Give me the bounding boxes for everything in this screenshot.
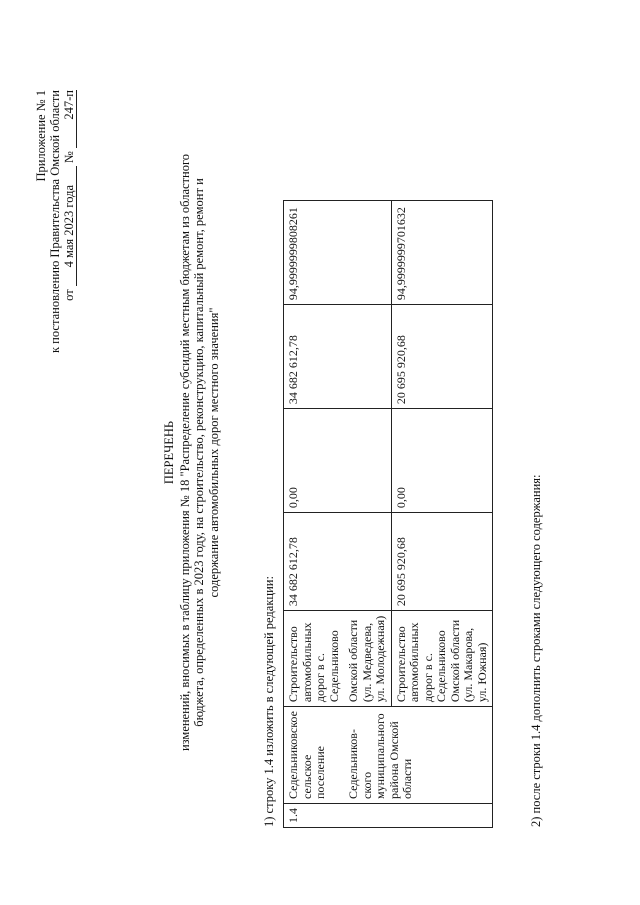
appendix-date-line: [62, 90, 77, 353]
table-cell-v1: 20 695 920,68: [391, 513, 493, 611]
table-cell-v1: 34 682 612,78: [284, 513, 392, 611]
table-cell-object: Строительство автомобильных дорог в с. Седельниково: [284, 611, 345, 707]
document-subtitle-text: изменений, вносимых в таблицу приложения № 18 "Распределение субсидий местным бюджетам из областного бюджета, определенных в 2023 году, на строительство, реконструкцию, капитальный ремонт, ремонт и содержание автомобильных дорог местного значения": [178, 153, 221, 752]
document-title: ПЕРЕЧЕНЬ: [162, 420, 176, 485]
appendix-date: 4 мая 2023 года: [62, 166, 77, 286]
changes-table: [283, 200, 493, 828]
appendix-number: 247-п: [62, 90, 77, 148]
appendix-line2: к постановлению Правительства Омской области: [48, 90, 62, 354]
table-cell-v2: 0,00: [284, 409, 392, 513]
appendix-num-label: №: [62, 151, 76, 164]
table-cell-name: Седельниковское сельское поселение: [284, 707, 345, 804]
table-cell-v3: 34 682 612,78: [284, 305, 392, 409]
instruction-item-2: 2) после строки 1.4 дополнить строками следующего содержания:: [529, 474, 543, 827]
table-cell-object: Омской области (ул. Медведева, ул. Молодежная): [344, 611, 391, 707]
table-cell-name: Седельников-ского муниципального района Омской области: [344, 707, 493, 804]
appendix-line1: Приложение № 1: [34, 90, 48, 182]
appendix-from-label: от: [62, 289, 76, 301]
document-subtitle: [178, 0, 221, 905]
table-row: [284, 201, 345, 828]
table-cell-v4: 94,9999999701632: [391, 201, 493, 305]
table-cell-v3: 20 695 920,68: [391, 305, 493, 409]
table-cell-object: Строительство автомобильных дорог в с. Седельниково Омской области (ул. Макарова, ул. Южная): [391, 611, 493, 707]
table-cell-v2: 0,00: [391, 409, 493, 513]
appendix-header: [34, 90, 77, 353]
instruction-item-1: 1) строку 1.4 изложить в следующей редакции:: [262, 576, 276, 827]
row-number-cell: 1.4: [284, 804, 493, 828]
table-cell-v4: 94,9999999808261: [284, 201, 392, 305]
